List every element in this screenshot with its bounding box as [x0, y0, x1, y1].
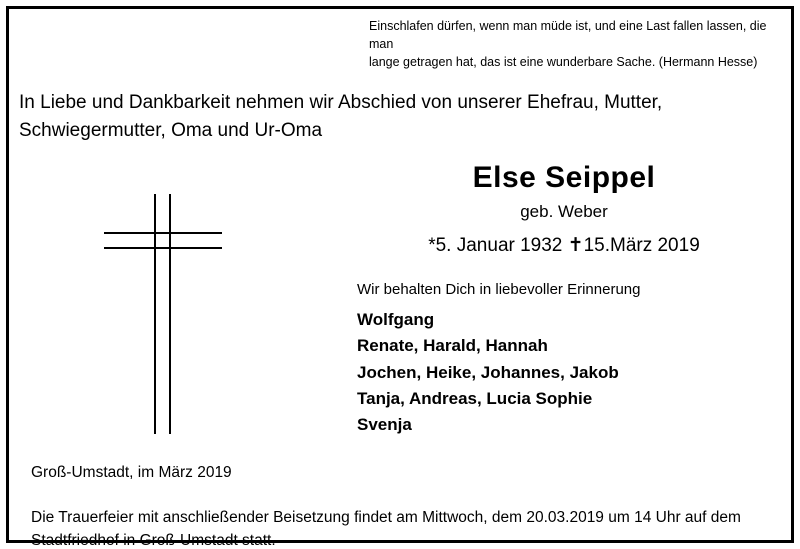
notice-line-2: Stadtfriedhof in Groß-Umstadt statt.: [31, 532, 276, 549]
mourner-line: Svenja: [357, 415, 412, 435]
quote-line-2: lange getragen hat, das ist eine wunderbare Sache. (Hermann Hesse): [369, 55, 758, 70]
deceased-name: Else Seippel: [472, 161, 656, 194]
mourners-block: [357, 281, 787, 439]
cross-horizontal-bar: [104, 232, 222, 249]
deceased-life-dates: *5. Januar 1932 ✝15.März 2019: [428, 234, 700, 256]
mourner-line: Renate, Harald, Hannah: [357, 336, 548, 356]
intro-text: [19, 89, 699, 144]
mourner-line: Wolfgang: [357, 310, 435, 329]
funeral-service-notice: [31, 506, 771, 549]
page-content: [9, 9, 791, 549]
deceased-maiden-name: geb. Weber: [520, 201, 608, 221]
memorial-quote: [369, 17, 784, 71]
cross-vertical-bar: [154, 194, 171, 434]
christian-cross-icon: [104, 194, 234, 434]
notice-line-1: Die Trauerfeier mit anschließender Beisetzung findet am Mittwoch, dem 20.03.2019 um 14 Uhr auf dem: [31, 509, 741, 526]
place-and-date: Groß-Umstadt, im März 2019: [31, 464, 232, 481]
deceased-name-block: [349, 161, 779, 257]
mourner-line: Jochen, Heike, Johannes, Jakob: [357, 362, 619, 382]
intro-line-2: Schwiegermutter, Oma und Ur-Oma: [19, 119, 323, 141]
mourner-line: Tanja, Andreas, Lucia Sophie: [357, 389, 593, 409]
intro-line-1: In Liebe und Dankbarkeit nehmen wir Abschied von unserer Ehefrau, Mutter,: [19, 92, 663, 113]
mourners-lead-text: Wir behalten Dich in liebevoller Erinnerung: [357, 281, 641, 298]
quote-line-1: Einschlafen dürfen, wenn man müde ist, und eine Last fallen lassen, die man: [369, 19, 767, 52]
